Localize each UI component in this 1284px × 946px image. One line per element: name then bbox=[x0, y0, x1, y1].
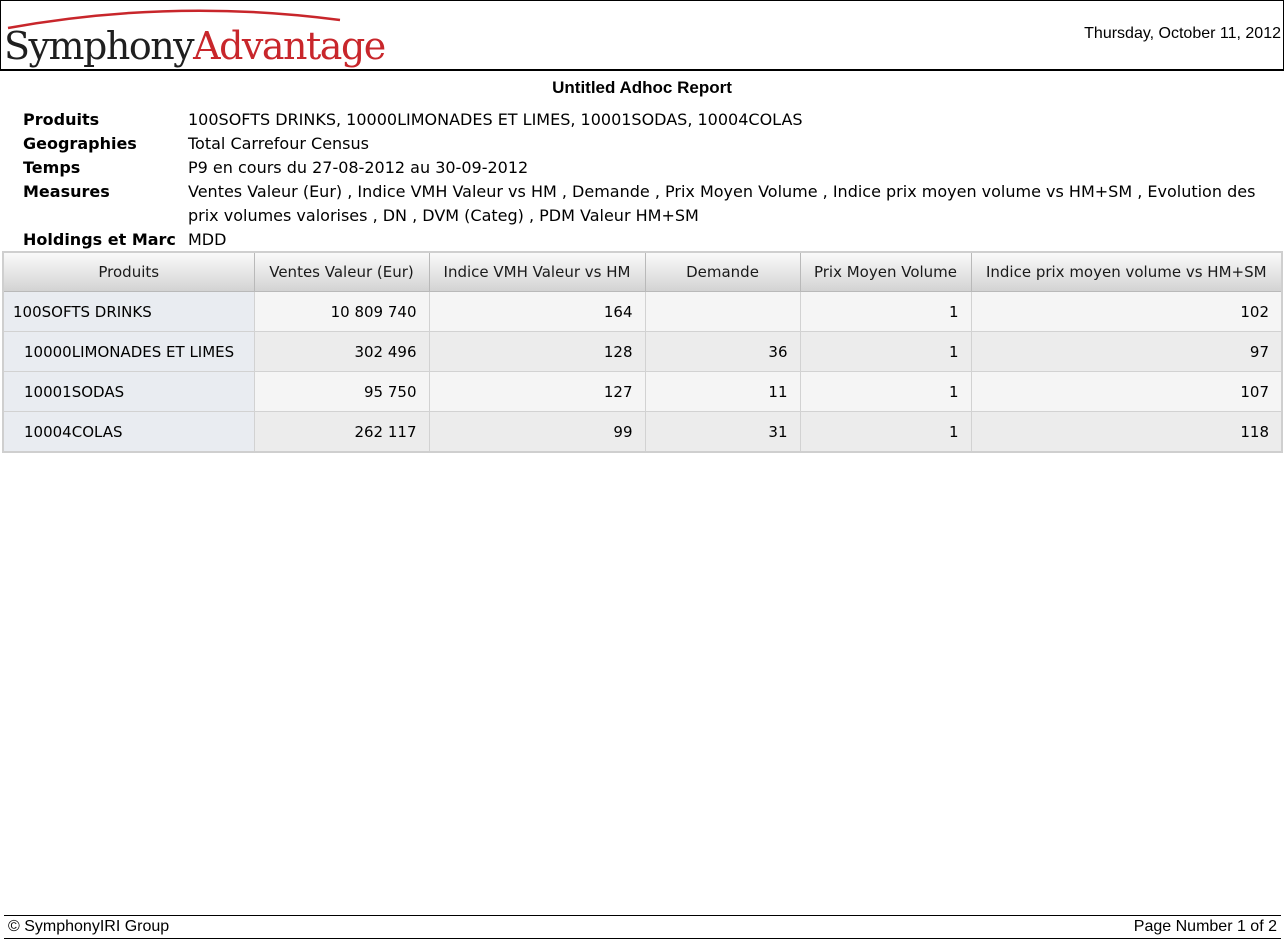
criteria-label: Measures bbox=[23, 182, 110, 201]
criteria-row-temps bbox=[23, 156, 1279, 180]
table-cell: 11 bbox=[645, 372, 800, 412]
criteria-row-measures bbox=[23, 180, 1279, 228]
footer-copyright: © SymphonyIRI Group bbox=[8, 918, 170, 935]
table-cell: 31 bbox=[645, 412, 800, 453]
table-row bbox=[3, 412, 1282, 453]
criteria-row-geographies bbox=[23, 132, 1279, 156]
criteria-value: 100SOFTS DRINKS, 10000LIMONADES ET LIMES, 10001SODAS, 10004COLAS bbox=[188, 110, 803, 129]
table-cell: 10 809 740 bbox=[254, 292, 429, 332]
table-cell: 1 bbox=[800, 372, 971, 412]
column-header-indice-vmh[interactable]: Indice VMH Valeur vs HM bbox=[429, 252, 645, 292]
table-cell: 1 bbox=[800, 332, 971, 372]
footer-divider-top bbox=[4, 915, 1281, 916]
criteria-label: Holdings et Marc bbox=[23, 230, 176, 249]
table-cell: 128 bbox=[429, 332, 645, 372]
table-row bbox=[3, 332, 1282, 372]
table-row bbox=[3, 372, 1282, 412]
logo-text-advantage: Advantage bbox=[193, 24, 385, 68]
table-cell: 164 bbox=[429, 292, 645, 332]
table-cell: 97 bbox=[971, 332, 1282, 372]
column-header-ventes-valeur[interactable]: Ventes Valeur (Eur) bbox=[254, 252, 429, 292]
table-cell: 302 496 bbox=[254, 332, 429, 372]
criteria-label: Temps bbox=[23, 158, 81, 177]
criteria-row-produits bbox=[23, 108, 1279, 132]
report-data-table bbox=[2, 251, 1283, 453]
header-divider bbox=[0, 69, 1284, 71]
table-cell: 1 bbox=[800, 412, 971, 453]
footer-divider-bottom bbox=[4, 938, 1281, 939]
table-header-row bbox=[3, 252, 1282, 292]
row-header-cell: 100SOFTS DRINKS bbox=[3, 292, 254, 332]
table-cell: 99 bbox=[429, 412, 645, 453]
table-cell: 127 bbox=[429, 372, 645, 412]
column-header-demande[interactable]: Demande bbox=[645, 252, 800, 292]
criteria-value: Ventes Valeur (Eur) , Indice VMH Valeur vs HM , Demande , Prix Moyen Volume , Indice prix moyen volume vs HM+SM , Evolution des prix volumes valorises , DN , DVM (Categ) , PDM Valeur HM+SM bbox=[188, 182, 1256, 225]
table-row bbox=[3, 292, 1282, 332]
table-cell bbox=[645, 292, 800, 332]
table-cell: 36 bbox=[645, 332, 800, 372]
criteria-row-holdings bbox=[23, 228, 1279, 252]
column-header-indice-prix-moyen[interactable]: Indice prix moyen volume vs HM+SM bbox=[971, 252, 1282, 292]
column-header-prix-moyen-volume[interactable]: Prix Moyen Volume bbox=[800, 252, 971, 292]
page-left-border bbox=[0, 0, 1, 70]
criteria-value: MDD bbox=[188, 230, 227, 249]
report-criteria bbox=[23, 108, 1279, 252]
footer-page-number: Page Number 1 of 2 bbox=[1133, 918, 1277, 935]
criteria-value: P9 en cours du 27-08-2012 au 30-09-2012 bbox=[188, 158, 529, 177]
report-date: Thursday, October 11, 2012 bbox=[1084, 25, 1281, 42]
column-header-produits[interactable]: Produits bbox=[3, 252, 254, 292]
row-header-cell: 10000LIMONADES ET LIMES bbox=[3, 332, 254, 372]
criteria-label: Produits bbox=[23, 110, 100, 129]
table-cell: 1 bbox=[800, 292, 971, 332]
table-cell: 107 bbox=[971, 372, 1282, 412]
row-header-cell: 10004COLAS bbox=[3, 412, 254, 453]
criteria-value: Total Carrefour Census bbox=[188, 134, 369, 153]
report-title: Untitled Adhoc Report bbox=[552, 78, 732, 97]
table-cell: 102 bbox=[971, 292, 1282, 332]
criteria-label: Geographies bbox=[23, 134, 137, 153]
table-cell: 262 117 bbox=[254, 412, 429, 453]
table-cell: 118 bbox=[971, 412, 1282, 453]
logo-wordmark bbox=[4, 24, 385, 68]
row-header-cell: 10001SODAS bbox=[3, 372, 254, 412]
table-cell: 95 750 bbox=[254, 372, 429, 412]
logo-text-symphony: Symphony bbox=[4, 24, 194, 68]
page-top-border bbox=[0, 0, 1284, 1]
symphony-advantage-logo bbox=[4, 2, 385, 70]
